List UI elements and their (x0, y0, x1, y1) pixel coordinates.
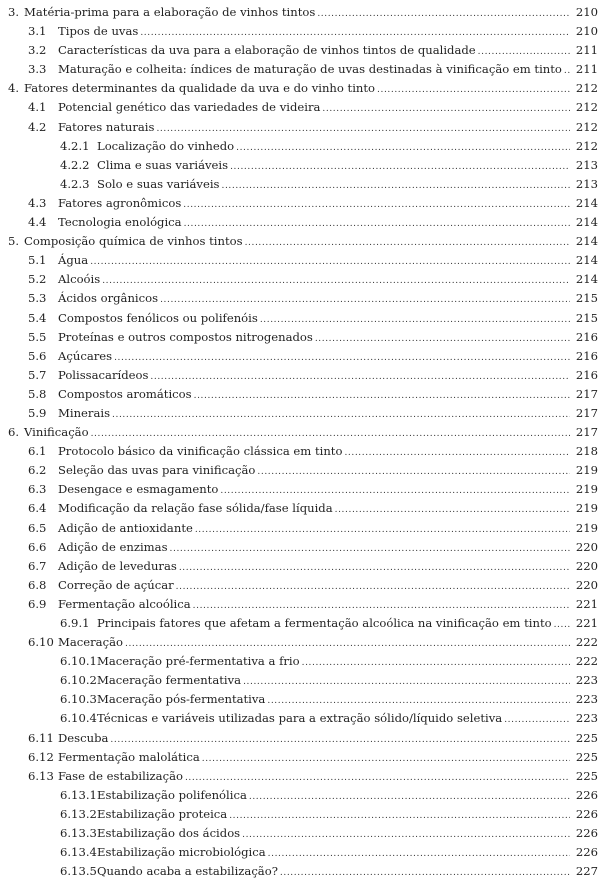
section-number: 5.8 (28, 386, 47, 401)
section-number: 6.10.4 (60, 711, 97, 726)
toc-entry[interactable] (0, 595, 600, 614)
toc-entry[interactable] (0, 232, 600, 251)
entry-body (97, 671, 570, 692)
entry-body (24, 423, 570, 444)
page-number: 225 (575, 768, 598, 783)
section-title: Solo e suas variáveis (97, 176, 220, 191)
section-title: Características da uva para a elaboração de vinhos tintos de qualidade (58, 43, 476, 58)
toc-entry[interactable] (0, 519, 600, 538)
section-number: 6.13 (28, 768, 54, 783)
page-number: 213 (575, 157, 598, 172)
entry-body (58, 538, 570, 559)
section-number: 6.12 (28, 749, 54, 764)
page-number: 212 (575, 81, 598, 96)
section-number: 6.9.1 (60, 616, 90, 630)
toc-entry[interactable] (0, 652, 600, 671)
section-title: Maturação e colheita: índices de maturação de uvas destinadas à vinificação em tinto (58, 62, 562, 77)
page-number: 221 (575, 616, 598, 630)
toc-entry[interactable] (0, 824, 600, 843)
entry-body (58, 557, 570, 578)
entry-body (97, 614, 570, 635)
toc-entry[interactable] (0, 576, 600, 595)
section-title: Adição de antioxidante (58, 520, 193, 535)
page-number: 226 (575, 845, 598, 860)
section-number: 5.5 (28, 329, 47, 344)
section-title: Fase de estabilização (58, 768, 183, 783)
toc-entry[interactable] (0, 175, 600, 194)
section-number: 5.7 (28, 367, 47, 382)
section-number: 4.2.1 (60, 138, 90, 153)
section-title: Potencial genético das variedades de videira (58, 100, 321, 115)
entry-body (58, 194, 570, 215)
toc-entry[interactable] (0, 347, 600, 366)
section-number: 6.13.3 (60, 826, 97, 841)
section-title: Estabilização microbiológica (97, 845, 266, 860)
section-title: Fatores naturais (58, 119, 155, 134)
entry-body (58, 213, 570, 234)
section-title: Compostos fenólicos ou polifenóis (58, 310, 258, 325)
toc-entry[interactable] (0, 270, 600, 289)
section-number: 5. (8, 234, 20, 249)
entry-body (58, 499, 570, 520)
page-number: 219 (575, 463, 598, 478)
section-number: 6.8 (28, 577, 47, 592)
section-title: Alcoóis (58, 272, 101, 287)
section-title: Maceração (58, 635, 123, 650)
section-number: 3. (8, 5, 20, 19)
section-title: Estabilização proteica (97, 806, 228, 821)
toc-entry[interactable] (0, 156, 600, 175)
section-number: 4. (8, 81, 20, 96)
page-number: 217 (575, 405, 598, 420)
page-number: 219 (575, 482, 598, 497)
page-number: 219 (575, 501, 598, 516)
entry-body (58, 309, 570, 330)
toc-entry[interactable] (0, 633, 600, 652)
toc-entry[interactable] (0, 767, 600, 786)
section-number: 6.9 (28, 596, 47, 611)
section-number: 4.2 (28, 119, 47, 134)
section-number: 6.4 (28, 501, 47, 516)
section-number: 6.2 (28, 463, 47, 478)
page-number: 216 (575, 348, 598, 363)
entry-body (58, 633, 570, 654)
toc-entry[interactable] (0, 3, 600, 22)
entry-body (58, 328, 570, 349)
entry-body (58, 748, 570, 769)
entry-body (58, 461, 570, 482)
page-number: 223 (575, 711, 598, 726)
page-number: 227 (575, 864, 598, 879)
section-title: Matéria-prima para a elaboração de vinhos tintos (24, 5, 316, 19)
page-number: 210 (575, 24, 598, 39)
section-title: Desengace e esmagamento (58, 482, 219, 497)
page-number: 226 (575, 787, 598, 802)
toc-entry[interactable] (0, 786, 600, 805)
section-title: Açúcares (58, 348, 113, 363)
toc-entry[interactable] (0, 137, 600, 156)
section-number: 6.6 (28, 539, 47, 554)
section-title: Minerais (58, 405, 111, 420)
page-number: 223 (575, 692, 598, 707)
page-number: 217 (575, 425, 598, 440)
toc-entry[interactable] (0, 690, 600, 709)
toc-entry[interactable] (0, 328, 600, 347)
entry-body (97, 652, 570, 673)
section-number: 6.3 (28, 482, 47, 497)
section-title: Fatores agronômicos (58, 195, 182, 210)
section-title: Fermentação alcoólica (58, 596, 191, 611)
page-number: 214 (575, 215, 598, 230)
section-number: 6.13.5 (60, 864, 97, 879)
page-number: 226 (575, 806, 598, 821)
toc-entry[interactable] (0, 251, 600, 270)
entry-body (58, 60, 570, 81)
section-title: Ácidos orgânicos (58, 291, 159, 306)
section-number: 6.7 (28, 558, 47, 573)
page-number: 214 (575, 195, 598, 210)
entry-body (97, 156, 570, 177)
entry-body (58, 366, 570, 387)
toc-entry[interactable] (0, 41, 600, 60)
page-number: 214 (575, 272, 598, 287)
page-number: 225 (575, 730, 598, 745)
dot-leader (280, 864, 570, 883)
entry-body (58, 480, 570, 501)
section-number: 6.10.3 (60, 692, 97, 707)
section-title: Maceração pré-fermentativa a frio (97, 654, 300, 669)
entry-body (58, 595, 570, 616)
entry-body (58, 519, 570, 540)
page-number: 215 (575, 310, 598, 325)
toc-entry[interactable] (0, 213, 600, 232)
entry-body (58, 767, 570, 788)
page-number: 226 (575, 826, 598, 841)
section-number: 4.3 (28, 195, 47, 210)
toc-entry[interactable] (0, 423, 600, 442)
page-number: 210 (575, 5, 598, 19)
section-title: Polissacarídeos (58, 367, 149, 382)
toc-entry[interactable] (0, 461, 600, 480)
section-title: Principais fatores que afetam a fermentação alcoólica na vinificação em tinto (97, 616, 552, 630)
toc-entry[interactable] (0, 385, 600, 404)
section-title: Quando acaba a estabilização? (97, 864, 278, 879)
entry-body (97, 843, 570, 864)
page-number: 216 (575, 329, 598, 344)
entry-body (58, 385, 570, 406)
toc-entry[interactable] (0, 194, 600, 213)
section-number: 4.2.3 (60, 176, 90, 191)
toc-entry[interactable] (0, 499, 600, 518)
section-number: 6.13.2 (60, 806, 97, 821)
entry-body (97, 690, 570, 711)
page-number: 216 (575, 367, 598, 382)
entry-body (97, 862, 570, 883)
page-number: 220 (575, 539, 598, 554)
section-number: 6.11 (28, 730, 54, 745)
page-number: 221 (575, 596, 598, 611)
section-title: Clima e suas variáveis (97, 157, 229, 172)
entry-body (24, 232, 570, 253)
page-number: 212 (575, 100, 598, 115)
toc-entry[interactable] (0, 671, 600, 690)
entry-body (58, 118, 570, 139)
toc-entry[interactable] (0, 614, 600, 633)
section-title: Adição de leveduras (58, 558, 177, 573)
section-number: 3.1 (28, 24, 47, 39)
page-number: 225 (575, 749, 598, 764)
section-number: 6.13.1 (60, 787, 97, 802)
toc-entry[interactable] (0, 805, 600, 824)
toc-entry[interactable] (0, 480, 600, 499)
section-number: 5.2 (28, 272, 47, 287)
section-title: Compostos aromáticos (58, 386, 192, 401)
toc-entry[interactable] (0, 404, 600, 423)
section-number: 4.1 (28, 100, 47, 115)
entry-body (58, 98, 570, 119)
page-number: 212 (575, 138, 598, 153)
section-number: 4.4 (28, 215, 47, 230)
page-number: 222 (575, 654, 598, 669)
section-title: Modificação da relação fase sólida/fase líquida (58, 501, 333, 516)
section-number: 6.5 (28, 520, 47, 535)
toc-entry[interactable] (0, 729, 600, 748)
toc-entry[interactable] (0, 98, 600, 117)
toc-entry[interactable] (0, 79, 600, 98)
toc-entry[interactable] (0, 709, 600, 728)
entry-body (58, 251, 570, 272)
page-number: 214 (575, 234, 598, 249)
section-number: 6.1 (28, 444, 47, 459)
section-title: Água (58, 253, 89, 268)
entry-body (97, 175, 570, 196)
entry-body (58, 347, 570, 368)
section-title: Fermentação malolática (58, 749, 200, 764)
entry-body (58, 289, 570, 310)
toc-entry[interactable] (0, 22, 600, 41)
section-title: Técnicas e variáveis utilizadas para a extração sólido/líquido seletiva (97, 711, 503, 726)
section-number: 6. (8, 425, 20, 440)
section-title: Maceração pós-fermentativa (97, 692, 266, 707)
section-title: Localização do vinhedo (97, 138, 235, 153)
section-number: 3.3 (28, 62, 47, 77)
page-number: 211 (575, 43, 598, 58)
entry-body (97, 824, 570, 845)
section-number: 5.1 (28, 253, 47, 268)
section-title: Estabilização polifenólica (97, 787, 247, 802)
toc-entry[interactable] (0, 366, 600, 385)
section-title: Protocolo básico da vinificação clássica em tinto (58, 444, 343, 459)
entry-body (97, 786, 570, 807)
entry-body (97, 805, 570, 826)
toc-entry[interactable] (0, 862, 600, 881)
entry-body (58, 41, 570, 62)
toc-entry[interactable] (0, 118, 600, 137)
section-number: 6.13.4 (60, 845, 97, 860)
page-number: 218 (575, 444, 598, 459)
toc-entry[interactable] (0, 748, 600, 767)
section-number: 5.4 (28, 310, 47, 325)
section-title: Maceração fermentativa (97, 673, 242, 688)
page-number: 211 (575, 62, 598, 77)
section-title: Composição química de vinhos tintos (24, 234, 243, 249)
page-number: 217 (575, 386, 598, 401)
page-number: 213 (575, 176, 598, 191)
toc-entry[interactable] (0, 289, 600, 308)
page-number: 222 (575, 635, 598, 650)
page-number: 219 (575, 520, 598, 535)
page-number: 223 (575, 673, 598, 688)
section-title: Seleção das uvas para vinificação (58, 463, 256, 478)
section-title: Descuba (58, 730, 109, 745)
toc-entry[interactable] (0, 538, 600, 557)
toc-entry[interactable] (0, 843, 600, 862)
section-number: 6.10.1 (60, 654, 97, 669)
page-number: 220 (575, 577, 598, 592)
section-number: 5.3 (28, 291, 47, 306)
section-title: Vinificação (24, 425, 89, 440)
entry-body (58, 729, 570, 750)
entry-body (97, 137, 570, 158)
entry-body (58, 404, 570, 425)
entry-body (58, 22, 570, 43)
toc-entry[interactable] (0, 309, 600, 328)
section-number: 3.2 (28, 43, 47, 58)
entry-body (24, 3, 570, 24)
entry-body (24, 79, 570, 100)
toc-entry[interactable] (0, 442, 600, 461)
section-title: Fatores determinantes da qualidade da uva e do vinho tinto (24, 81, 376, 96)
toc-entry[interactable] (0, 557, 600, 576)
page-number: 214 (575, 253, 598, 268)
section-number: 5.6 (28, 348, 47, 363)
entry-body (97, 709, 570, 730)
page-number: 212 (575, 119, 598, 134)
page-number: 215 (575, 291, 598, 306)
entry-body (58, 576, 570, 597)
page-number: 220 (575, 558, 598, 573)
toc-entry[interactable] (0, 60, 600, 79)
entry-body (58, 442, 570, 463)
section-title: Tecnologia enológica (58, 215, 182, 230)
section-title: Adição de enzimas (58, 539, 168, 554)
section-title: Proteínas e outros compostos nitrogenados (58, 329, 313, 344)
section-number: 5.9 (28, 405, 47, 420)
section-title: Correção de açúcar (58, 577, 174, 592)
section-title: Estabilização dos ácidos (97, 826, 241, 841)
section-number: 6.10.2 (60, 673, 97, 688)
section-number: 6.10 (28, 635, 54, 650)
section-number: 4.2.2 (60, 157, 90, 172)
entry-body (58, 270, 570, 291)
section-title: Tipos de uvas (58, 24, 139, 39)
